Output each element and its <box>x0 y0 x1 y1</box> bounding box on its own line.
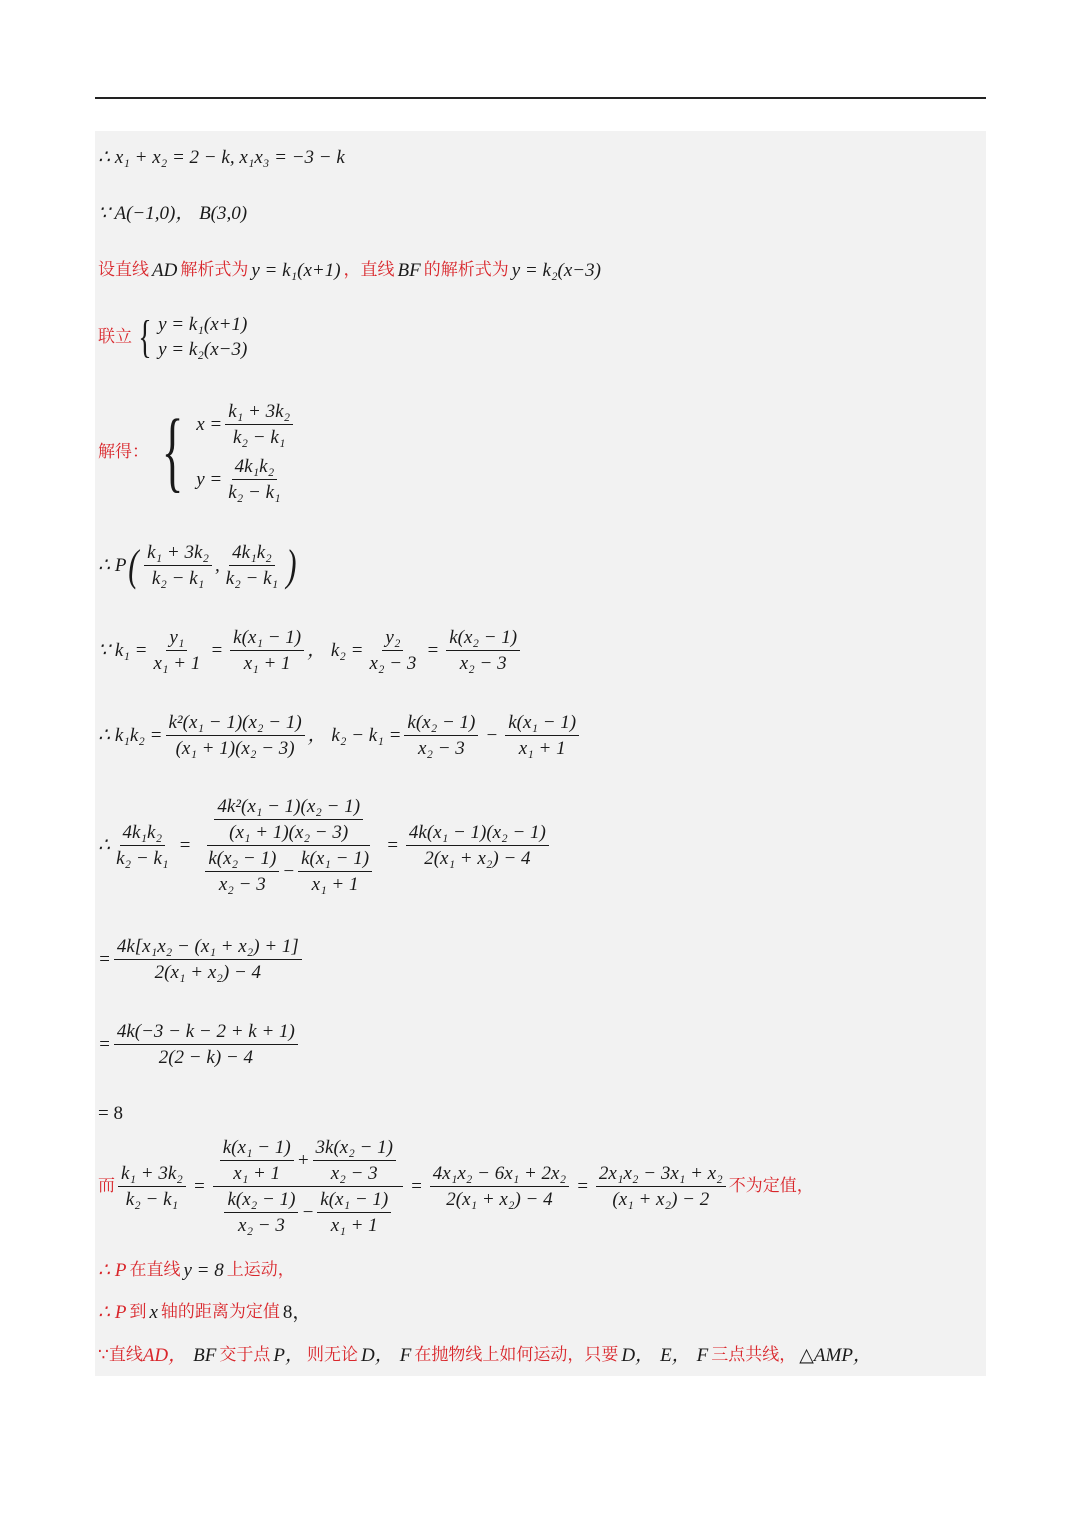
text-move-parabola: 在抛物线上如何运动，只要 <box>414 1345 619 1365</box>
p-x-den: k₂ − k₁ <box>151 568 205 589</box>
label-d: D， <box>360 1345 394 1366</box>
px-bot-den-a: x₂ − 3 <box>238 1215 285 1236</box>
label-ad-2: AD， <box>142 1345 188 1366</box>
diff-num-a: k(x₂ − 1) <box>404 713 478 736</box>
ratio-den: k₂ − k₁ <box>116 848 169 869</box>
compound-top-den: (x₁ + 1)(x₂ − 3) <box>229 822 349 843</box>
text-set-line: 设直线 <box>98 260 149 280</box>
p-distance-lhs: ∴ P <box>98 1302 127 1323</box>
label-bf: BF <box>397 260 421 281</box>
p-y-num: 4k₁k₂ <box>229 543 275 566</box>
label-bf-2: BF <box>193 1345 217 1366</box>
brace-icon: { <box>161 402 184 501</box>
px-final-num: 2x₁x₂ − 3x₁ + x₂ <box>596 1164 726 1187</box>
k2-den-b: x₂ − 3 <box>459 653 507 674</box>
system-row-1: y = k₁(x+1) <box>158 314 248 335</box>
line-set-lines <box>98 261 604 280</box>
compound-bot-den-a: x₂ − 3 <box>218 874 266 895</box>
text-moves: 上运动， <box>226 1260 295 1280</box>
text-line: ，直线 <box>343 260 395 280</box>
text-combine: 联立 <box>98 326 132 347</box>
substitute-den: 2(2 − k) − 4 <box>158 1047 253 1068</box>
expand-den: 2(x₁ + x₂) − 4 <box>154 962 262 983</box>
text-intersect: 交于点 <box>219 1345 271 1365</box>
k2-lhs: ， k₂ = <box>307 640 364 661</box>
system-of-equations <box>132 311 248 362</box>
line-product-difference: ∴ k₁k₂ = $\frac{\text{k²(x₁ − 1)(x₂ − 1)}}{\text{(x₁ + 1)(x₂ − 3)}}$ ， k₂ − k₁ = $\frac{\text{k(x₂ − 1)}}{\text{x₂ − 3}}$ − $\frac{\text{k(x₁ − 1)}}{\text{x₁ + 1}}$ <box>98 713 582 758</box>
eq-y-eight: y = 8 <box>183 1260 224 1281</box>
k2-num-a: y₂ <box>382 628 403 651</box>
p-y-den: k₂ − k₁ <box>225 568 279 589</box>
p-label: ∴ P <box>98 555 127 576</box>
line-sum-product <box>98 148 345 167</box>
label-e: E， <box>660 1345 691 1366</box>
header-rule <box>95 97 986 99</box>
label-triangle-amp: △AMP， <box>799 1345 872 1366</box>
label-p-2: P， <box>273 1345 304 1366</box>
k1-num-a: y₁ <box>166 628 187 651</box>
px-simplified-num: 4x₁x₂ − 6x₁ + 2x₂ <box>430 1164 569 1187</box>
line-slopes: ∵ k₁ = $\frac{\text{y₁}}{\text{x₁ + 1}}$ = $\frac{\text{k(x₁ − 1)}}{\text{x₁ + 1}}$ ， k₂ = $\frac{\text{y₂}}{\text{x₂ − 3}}$ = $\frac{\text{k(x₂ − 1)}}{\text{x₂ − 3}}$ <box>98 628 523 673</box>
px-bot-den-b: x₁ + 1 <box>330 1215 378 1236</box>
text-while: 而 <box>98 1176 115 1196</box>
text-axis-distance: 轴的距离为定值 <box>160 1302 280 1322</box>
line-solution <box>98 402 296 502</box>
result-eight: = 8 <box>98 1103 123 1124</box>
sol-x-lhs: x = <box>196 414 223 435</box>
simplified-den: 2(x₁ + x₂) − 4 <box>424 848 531 869</box>
ratio-num: 4k₁k₂ <box>120 823 166 846</box>
paren-open: ( <box>128 540 139 590</box>
line-compound-ratio: ∴ $\frac{\text{4k₁k₂}}{\text{k₂ − k₁}}$ = $\frac{\text{4k²(x₁ − 1)(x₂ − 1)}}{\text{(x₁ + 1)(x₂ − 3)}}$ $\frac{\text{k(x₂ − 1)}}{\text{x₂ − 3}}$ − $\frac{\text{k(x₁ − 1)}}{\text{x₁ + 1}}$ = $\frac{\text{4k(x₁ − 1)(x₂ − 1)}}{\text{2(x₁ + x₂) − 4}}$ <box>98 797 552 894</box>
k1-num-b: k(x₁ − 1) <box>230 628 304 651</box>
text-solve: 解得： <box>98 441 149 462</box>
px-top-num-b: 3k(x₂ − 1) <box>313 1138 396 1161</box>
text-to: 到 <box>129 1302 147 1322</box>
sol-y-den: k₂ − k₁ <box>228 482 281 503</box>
compound-fraction: $\frac{\text{4k²(x₁ − 1)(x₂ − 1)}}{\text{(x₁ + 1)(x₂ − 3)}}$ $\frac{\text{k(x₂ − 1)}}{\text{x₂ − 3}}$ − $\frac{\text{k(x₁ − 1)}}{\text{x₁ + 1}}$ <box>198 797 379 894</box>
text-equation-of: 的解析式为 <box>423 260 509 280</box>
px-compound-fraction: $\frac{\text{k(x₁ − 1)}}{\text{x₁ + 1}}$ + $\frac{\text{3k(x₂ − 1)}}{\text{x₂ − 3}}$ $\frac{\text{k(x₂ − 1)}}{\text{x₂ − 3}}$ − $\frac{\text{k(x₁ − 1)}}{\text{x₁ + 1}}$ <box>213 1138 403 1235</box>
text-since-line: ∵直线 <box>98 1345 143 1365</box>
k2-den-a: x₂ − 3 <box>369 653 417 674</box>
text-equation-is: 解析式为 <box>180 260 249 280</box>
diff-den-a: x₂ − 3 <box>417 738 465 759</box>
k2-num-b: k(x₂ − 1) <box>446 628 520 651</box>
text-collinear: 三点共线， <box>711 1345 797 1365</box>
px-simplified-den: 2(x₁ + x₂) − 4 <box>446 1189 553 1210</box>
paren-close: ) <box>286 540 297 590</box>
brace-icon: { <box>138 311 152 362</box>
line-point-p: ∴ P ( $\frac{\text{k₁ + 3k₂}}{\text{k₂ − k₁}}$ , $\frac{\text{4k₁k₂}}{\text{k₂ − k₁}}$ ) <box>98 540 297 590</box>
line-p-on-line <box>98 1261 295 1280</box>
px-bot-num-a: k(x₂ − 1) <box>224 1190 298 1213</box>
line-conclusion <box>98 1346 872 1365</box>
product-den: (x₁ + 1)(x₂ − 3) <box>175 738 295 759</box>
sol-x-den: k₂ − k₁ <box>232 427 286 448</box>
line-x-not-constant: 而 $\frac{\text{k₁ + 3k₂}}{\text{k₂ − k₁}}$ = $\frac{\text{k(x₁ − 1)}}{\text{x₁ + 1}}$ + $\frac{\text{3k(x₂ − 1)}}{\text{x₂ − 3}}$ $\frac{\text{k(x₂ − 1)}}{\text{x₂ − 3}}$ − $\frac{\text{k(x₁ − 1)}}{\text{x₁ + 1}}$ = $\frac{\text{4x₁x₂ − 6x₁ + 2x₂}}{\text{2(x₁ + x₂) − 4}}$ = $\frac{\text{2x₁x₂ − 3x₁ + x₂}}{\text{(x₁ + x₂) − 2}}$ 不为定值， <box>98 1137 814 1236</box>
line-system <box>98 311 248 362</box>
label-f-2: F <box>696 1345 709 1366</box>
p-on-line-lhs: ∴ P <box>98 1260 127 1281</box>
px-den: k₂ − k₁ <box>125 1189 179 1210</box>
eq-sum-product: ∴ x₁ + x₂ = 2 − k, x₁x₃ = −3 − k <box>98 147 345 168</box>
label-x: x <box>149 1302 158 1323</box>
compound-bot-num-a: k(x₂ − 1) <box>205 849 279 872</box>
solution-system <box>149 402 296 502</box>
difference-lhs: ， k₂ − k₁ = <box>307 725 402 746</box>
k1-lhs: ∵ k₁ = <box>98 640 148 661</box>
line-points-ab <box>98 204 247 223</box>
text-not-constant: 不为定值， <box>728 1176 814 1196</box>
product-num: k²(x₁ − 1)(x₂ − 1) <box>166 713 305 736</box>
k1-den-b: x₁ + 1 <box>243 653 291 674</box>
label-f: F <box>399 1345 412 1366</box>
px-final-den: (x₁ + x₂) − 2 <box>612 1189 710 1210</box>
line-distance <box>98 1303 311 1322</box>
px-bot-num-b: k(x₁ − 1) <box>317 1190 391 1213</box>
sol-y-num: 4k₁k₂ <box>232 457 278 480</box>
compound-bot-num-b: k(x₁ − 1) <box>298 849 372 872</box>
label-ad: AD <box>152 260 178 281</box>
k1-den-a: x₁ + 1 <box>153 653 201 674</box>
diff-num-b: k(x₁ − 1) <box>505 713 579 736</box>
sol-x-num: k₁ + 3k₂ <box>225 402 293 425</box>
text-on-line: 在直线 <box>129 1260 181 1280</box>
system-row-2: y = k₂(x−3) <box>158 339 248 360</box>
eq-line-bf: y = k₂(x−3) <box>511 260 601 281</box>
px-top-num-a: k(x₁ − 1) <box>220 1138 294 1161</box>
line-result-eight <box>98 1104 123 1123</box>
p-x-num: k₁ + 3k₂ <box>144 543 212 566</box>
label-d-2: D， <box>621 1345 655 1366</box>
distance-value: 8， <box>282 1302 312 1323</box>
diff-den-b: x₁ + 1 <box>518 738 566 759</box>
expand-num: 4k[x₁x₂ − (x₁ + x₂) + 1] <box>114 937 302 960</box>
eq-line-ad: y = k₁(x+1) <box>251 260 341 281</box>
substitute-num: 4k(−3 − k − 2 + k + 1) <box>114 1022 298 1045</box>
line-substitute: = $\frac{4k(-3 - k - 2 + k + 1)}{2(2 - k) - 4}$ <box>98 1022 301 1067</box>
px-top-den-b: x₂ − 3 <box>330 1163 378 1184</box>
px-num: k₁ + 3k₂ <box>118 1164 186 1187</box>
product-lhs: ∴ k₁k₂ = <box>98 725 163 746</box>
compound-bot-den-b: x₁ + 1 <box>311 874 359 895</box>
px-top-den-a: x₁ + 1 <box>233 1163 281 1184</box>
simplified-num: 4k(x₁ − 1)(x₂ − 1) <box>406 823 549 846</box>
text-regardless: 则无论 <box>306 1345 358 1365</box>
line-expand: = $\frac{\text{4k[x₁x₂ − (x₁ + x₂) + 1]}}{\text{2(x₁ + x₂) − 4}}$ <box>98 937 305 982</box>
therefore-symbol: ∴ <box>98 835 111 856</box>
compound-top-num: 4k²(x₁ − 1)(x₂ − 1) <box>214 797 363 820</box>
eq-points-ab: ∵ A(−1,0)， B(3,0) <box>98 203 248 224</box>
sol-y-lhs: y = <box>196 469 223 490</box>
